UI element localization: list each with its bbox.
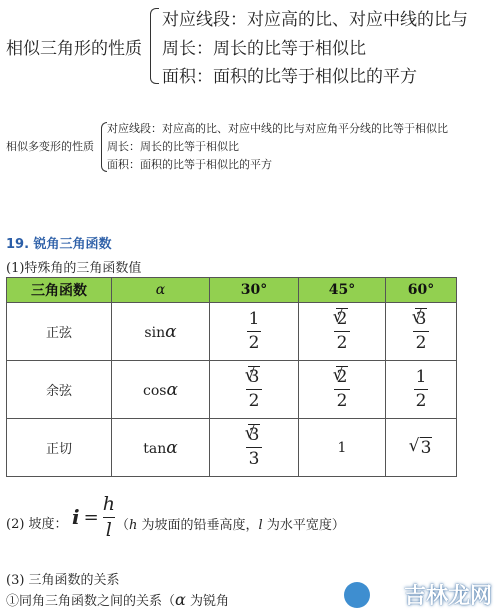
slope-fraction	[103, 494, 115, 541]
func-cell	[112, 419, 210, 477]
subsection-special-angles: (1)特殊角的三角函数值	[6, 261, 142, 276]
slope-note	[116, 514, 345, 533]
value-cell	[210, 361, 299, 419]
sqrt	[334, 368, 351, 387]
table-row	[7, 419, 457, 477]
value-cell	[386, 419, 457, 477]
fraction-bar	[246, 389, 263, 390]
fraction	[414, 368, 429, 410]
subsection-relations: (3) 三角函数的关系	[6, 573, 120, 588]
radicand: 2	[336, 367, 348, 388]
denominator: 2	[336, 333, 348, 353]
slope-note-mid: 为坡面的铅垂高度，	[137, 518, 259, 533]
value-cell	[386, 303, 457, 361]
fraction	[334, 368, 351, 410]
section-heading: 19. 锐角三角函数	[6, 237, 112, 252]
sqrt	[334, 310, 351, 329]
same-angle-end: 为锐角	[185, 594, 229, 609]
value-text: 1	[337, 439, 347, 456]
similar-triangles-item-2: 周长：周长的比等于相似比	[162, 39, 366, 59]
row-name: 余弦	[7, 361, 112, 419]
denominator: 2	[336, 391, 348, 411]
func-name: tan	[143, 440, 167, 457]
value-cell	[299, 303, 386, 361]
table-header: α	[112, 278, 210, 303]
slope-note-l: l	[258, 518, 263, 533]
numerator: 1	[248, 309, 260, 330]
func-var: α	[165, 321, 177, 342]
fraction	[334, 310, 351, 352]
radicand: 3	[415, 309, 427, 330]
denominator: l	[105, 518, 112, 541]
slope-label: (2) 坡度：	[6, 517, 68, 532]
row-name: 正弦	[7, 303, 112, 361]
func-name: cos	[143, 382, 167, 399]
brace	[150, 8, 159, 84]
slope-formula	[72, 494, 115, 541]
denominator: 2	[248, 333, 260, 353]
func-var: α	[166, 437, 178, 458]
table-header-row	[7, 278, 457, 303]
fraction-bar	[246, 447, 263, 448]
radicand: 3	[248, 425, 260, 446]
watermark: 吉林龙网	[403, 584, 492, 609]
similar-polygons-item-1: 对应线段：对应高的比、对应中线的比与对应角平分线的比等于相似比	[107, 122, 448, 135]
func-cell	[112, 361, 210, 419]
table-row	[7, 303, 457, 361]
row-name: 正切	[7, 419, 112, 477]
similar-triangles-item-3: 面积：面积的比等于相似比的平方	[162, 67, 417, 87]
slope-note-end: 为水平宽度）	[262, 518, 345, 533]
similar-polygons-item-3: 面积：面积的比等于相似比的平方	[107, 158, 272, 171]
trig-table	[6, 277, 457, 477]
value-cell	[299, 361, 386, 419]
table-header: 三角函数	[7, 278, 112, 303]
table-header: 45°	[299, 278, 386, 303]
fraction-bar	[247, 331, 262, 332]
fraction	[247, 310, 262, 352]
similar-triangles-title: 相似三角形的性质	[6, 39, 142, 59]
value-cell	[386, 361, 457, 419]
fraction	[246, 426, 263, 468]
fraction-bar	[413, 331, 430, 332]
numerator: 1	[415, 367, 427, 388]
func-cell	[112, 303, 210, 361]
similar-triangles-item-1: 对应线段：对应高的比、对应中线的比与	[162, 10, 468, 30]
slope-eq: =	[83, 506, 99, 528]
denominator: 2	[415, 391, 427, 411]
fraction	[413, 310, 430, 352]
table-header: 30°	[210, 278, 299, 303]
fraction-bar	[334, 331, 351, 332]
subsection-same-angle	[6, 590, 229, 609]
fraction	[246, 368, 263, 410]
numerator: h	[102, 493, 115, 515]
radicand: 3	[420, 437, 432, 458]
slope-i: i	[72, 505, 80, 530]
slope-note-open: （	[116, 518, 130, 533]
value-cell	[299, 419, 386, 477]
fraction-bar	[414, 389, 429, 390]
fraction-bar	[334, 389, 351, 390]
fraction-bar	[103, 517, 115, 518]
sqrt	[410, 438, 433, 458]
table-header: 60°	[386, 278, 457, 303]
sqrt	[413, 310, 430, 329]
slope-note-h: h	[129, 518, 138, 533]
same-angle-alpha: α	[175, 590, 186, 609]
table-row	[7, 361, 457, 419]
radicand: 2	[336, 309, 348, 330]
similar-polygons-title: 相似多变形的性质	[6, 140, 94, 153]
sqrt	[246, 426, 263, 445]
value-cell	[210, 419, 299, 477]
denominator: 2	[415, 333, 427, 353]
denominator: 2	[248, 391, 260, 411]
func-var: α	[166, 379, 178, 400]
denominator: 3	[248, 449, 260, 469]
value-cell	[210, 303, 299, 361]
same-angle-text: ①同角三角函数之间的关系（	[6, 594, 176, 609]
sqrt	[246, 368, 263, 387]
func-name: sin	[144, 324, 166, 341]
radicand: 3	[248, 367, 260, 388]
watermark-logo-icon	[344, 582, 370, 608]
similar-polygons-item-2: 周长：周长的比等于相似比	[107, 140, 239, 153]
